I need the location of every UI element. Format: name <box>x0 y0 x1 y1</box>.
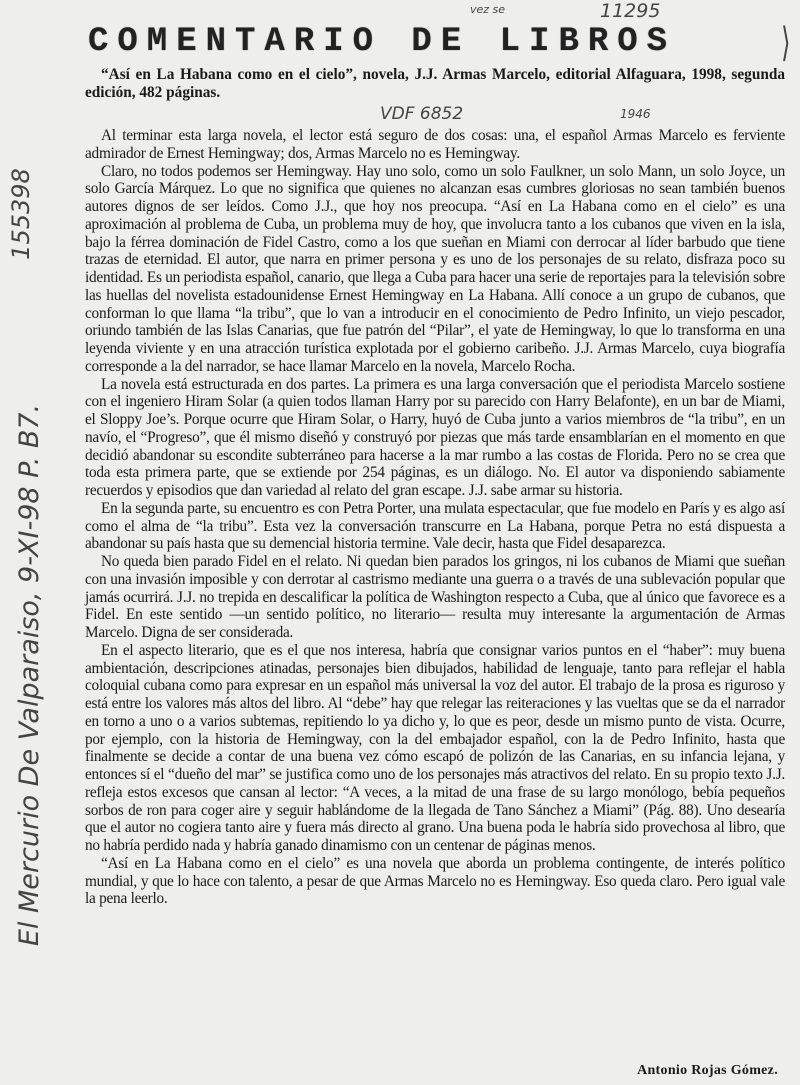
handwritten-catalog-code: VDF 6852 <box>380 104 464 124</box>
handwritten-side-number: 155398 <box>6 168 35 260</box>
handwritten-number: 11295 <box>600 0 661 22</box>
paragraph: En el aspecto literario, que es el que nos interesa, habría que consignar varios puntos en el “haber”: muy buena ambientación, descripciones atinadas, personajes bien dibujados, habilidad de lenguaje, tanto para reflejar el habla coloquial cubana como para expresar en un español más universal la voz del autor. El trabajo de la prosa es riguroso y está entre los valores más altos del libro. Al “debe” hay que relegar las reiteraciones y las vueltas que se da el narrador en torno a uno o a varios subtemas, repitiendo lo ya dicho y, lo que es peor, desde un mismo punto de vista. Ocurre, por ejemplo, con la historia de Hemingway, con la del embajador español, con la de Pedro Infinito, hasta que finalmente se decide a contar de una buena vez cómo escapó de polizón de las Canarias, en su infancia lejana, y entonces sí el “dueño del mar” se justifica como uno de los personajes más atractivos del relato. En su propio texto J.J. refleja estos excesos que cansan al lector: “A veces, a la mitad de una frase de su largo monólogo, bebía pequeños sorbos de ron para coger aire y seguir hablándome de la llegada de Tano Sánchez a Miami” (Pág. 88). Uno desearía que el autor no cogiera tanto aire y fuera más directo al grano. Una buena poda le habría sido provechosa al libro, que no habría perdido nada y habría ganado dinamismo con un centenar de páginas menos. <box>85 641 785 854</box>
handwritten-note: vez se <box>470 3 506 16</box>
bracket-mark: ⟩ <box>781 20 791 66</box>
handwritten-year: 1946 <box>620 107 651 121</box>
page-title: COMENTARIO DE LIBROS <box>88 23 677 61</box>
book-reference: “Así en La Habana como en el cielo”, novela, J.J. Armas Marcelo, editorial Alfaguara, 1998, segunda edición, 482 páginas. <box>85 66 785 101</box>
paragraph: Claro, no todos podemos ser Hemingway. Hay uno solo, como un solo Faulkner, un solo Mann, un solo Joyce, un solo García Márquez. Lo que no significa que quienes no alcanzan esas cumbres gloriosas no sean también buenos autores dignos de ser leídos. Como J.J., que hoy nos preocupa. “Así en La Habana como en el cielo” es una aproximación al problema de Cuba, un problema muy de hoy, que involucra tanto a los cubanos que viven en la isla, bajo la férrea dominación de Fidel Castro, como a los que sueñan en Miami con derrocar al líder barbudo que tiene trazas de eternidad. El autor, que narra en primer persona y es uno de los personajes de su relato, disfraza poco su identidad. Es un periodista español, canario, que llega a Cuba para hacer una serie de reportajes para la televisión sobre las huellas del novelista estadounidense Ernest Hemingway en La Habana. Allí conoce a un grupo de cubanos, que conforman lo que llama “la tribu”, que lo van a introducir en el conocimiento de Pedro Infinito, un viejo pescador, oriundo también de las Islas Canarias, que fue patrón del “Pilar”, el yate de Hemingway, lo que lo transforma en una leyenda viviente y en una atracción turística explotada por el gobierno caribeño. J.J. Armas Marcelo, cuya biografía corresponde a la del narrador, se hace llamar Marcelo en la novela, Marcelo Rocha. <box>85 162 785 375</box>
paragraph: Al terminar esta larga novela, el lector está seguro de dos cosas: una, el español Armas Marcelo es ferviente admirador de Ernest Hemingway; dos, Armas Marcelo no es Hemingway. <box>85 127 785 162</box>
handwritten-source: El Mercurio De Valparaiso, 9-XI-98 P. B7. <box>14 403 45 947</box>
article-body <box>85 127 785 908</box>
author-signature: Antonio Rojas Gómez. <box>637 1063 778 1078</box>
paragraph: No queda bien parado Fidel en el relato. Ni quedan bien parados los gringos, ni los cubanos de Miami que sueñan con una invasión imposible y con derrotar al castrismo mediante una guerra o a través de una sublevación popular que jamás ocurrirá. J.J. no trepida en descalificar la política de Washington respecto a Cuba, que al único que favorece es a Fidel. En este sentido —un sentido político, no literario— resulta muy interesante la argumentación de Armas Marcelo. Digna de ser considerada. <box>85 553 785 641</box>
paragraph: La novela está estructurada en dos partes. La primera es una larga conversación que el periodista Marcelo sostiene con el ingeniero Hiram Solar (a quien todos llaman Harry por su parecido con Harry Belafonte), en un bar de Miami, el Sloppy Joe’s. Porque ocurre que Hiram Solar, o Harry, huyó de Cuba junto a varios miembros de “la tribu”, en un navío, el “Progreso”, que él mismo diseñó y construyó por piezas que más tarde ensamblarían en el momento en que decidió abandonar su escondite subterráneo para hacerse a la mar rumbo a las costas de Florida. Pero no se crea que toda esta primera parte, que se extiende por 254 páginas, es un diálogo. No. El autor va disponiendo sabiamente recuerdos y episodios que dan variedad al relato del gran escape. J.J. sabe armar su historia. <box>85 375 785 499</box>
paragraph: En la segunda parte, su encuentro es con Petra Porter, una mulata espectacular, que fue modelo en París y es algo así como el alma de “la tribu”. Esta vez la conversación transcurre en La Habana, porque Petra no está dispuesta a abandonar su país hasta que su demencial historia termine. Vale decir, hasta que Fidel desaparezca. <box>85 499 785 553</box>
paragraph: “Así en La Habana como en el cielo” es una novela que aborda un problema contingente, de interés político mundial, y que lo hace con talento, a pesar de que Armas Marcelo no es Hemingway. Eso queda claro. Pero igual vale la pena leerlo. <box>85 854 785 908</box>
